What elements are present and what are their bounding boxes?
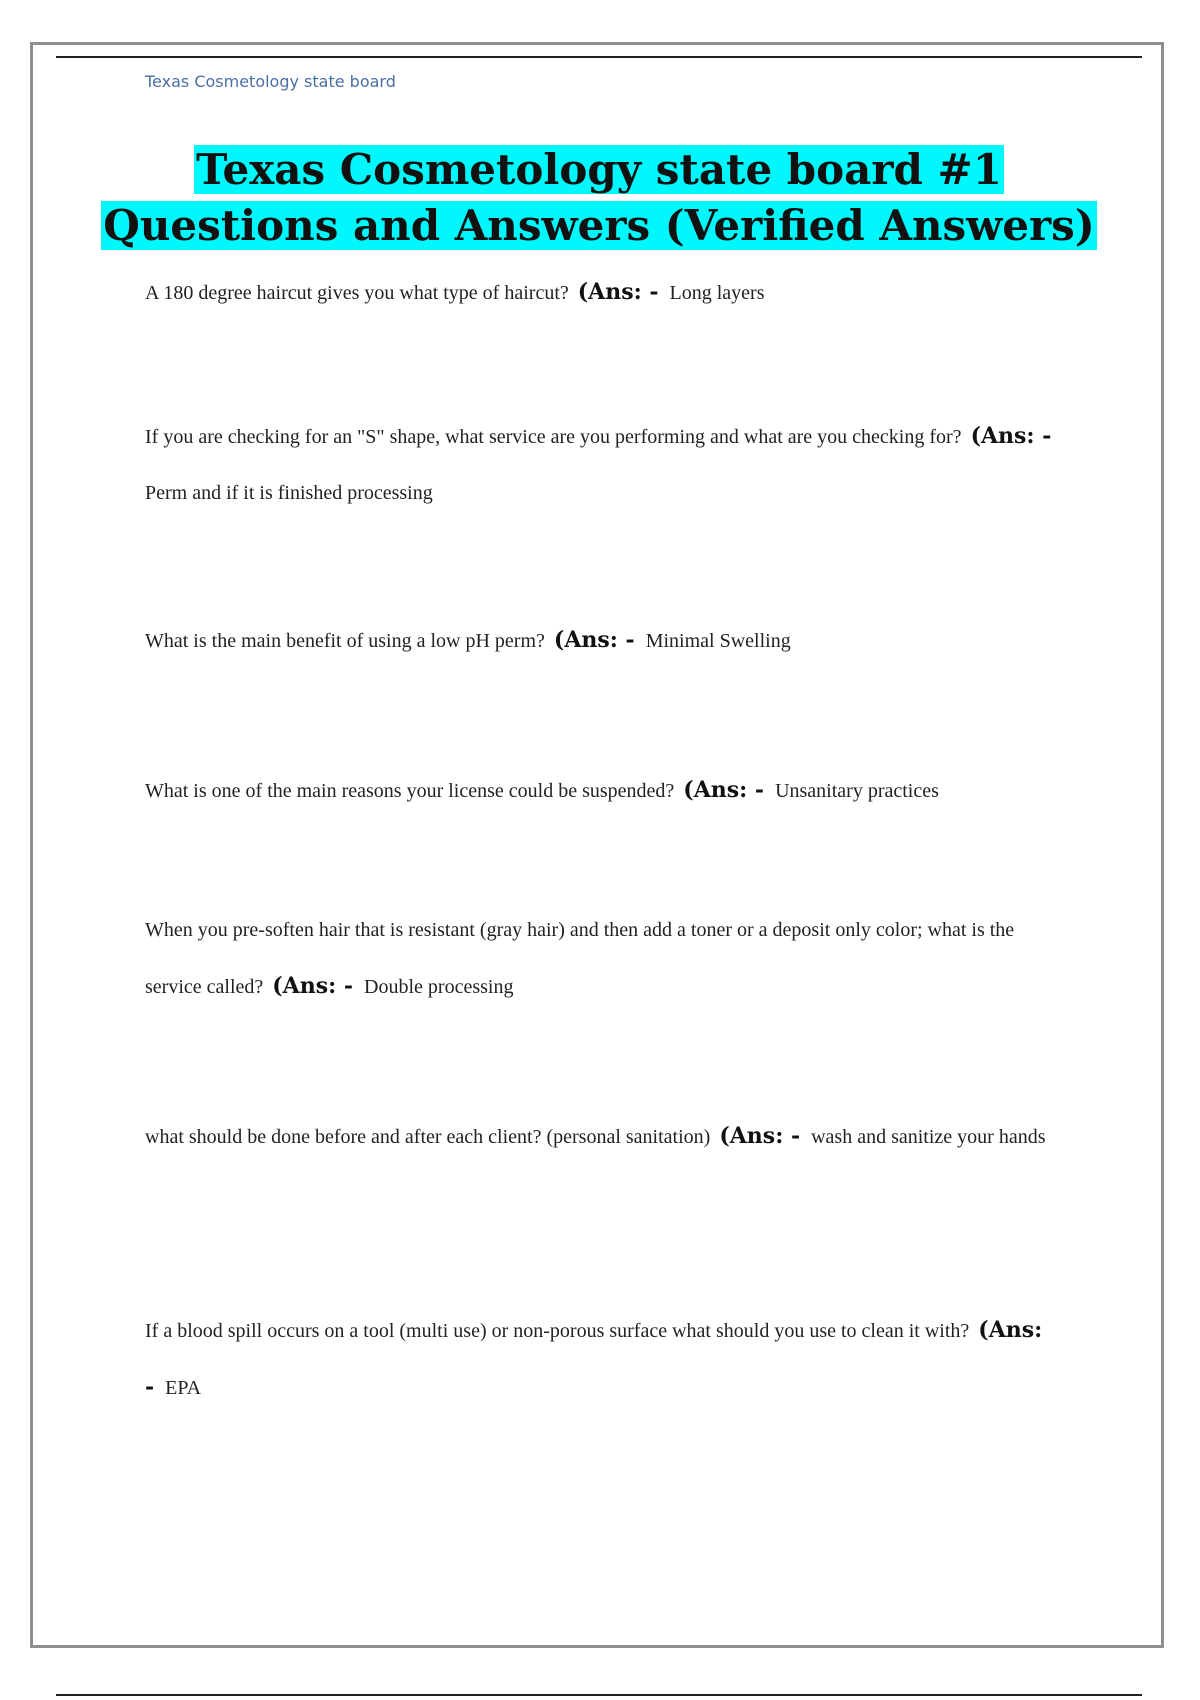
answer-text: wash and sanitize your hands (811, 1126, 1046, 1148)
qa-item (145, 408, 1065, 521)
answer-text: Long layers (669, 282, 765, 304)
qa-item (145, 264, 1065, 321)
footer-rule (56, 1694, 1142, 1696)
answer-text: EPA (165, 1377, 202, 1399)
answer-label: (Ans: - (719, 1123, 801, 1149)
title-line-1: Texas Cosmetology state board #1 (196, 145, 1002, 194)
running-header: Texas Cosmetology state board (145, 72, 396, 91)
answer-text: Perm and if it is finished processing (145, 482, 433, 504)
answer-label: (Ans: - (272, 973, 354, 999)
answer-label: (Ans: - (553, 627, 635, 653)
qa-item (145, 902, 1065, 1015)
qa-item (145, 1302, 1065, 1416)
question-text: When you pre-soften hair that is resistant (gray hair) and then add a toner or a deposit only color; what is the service called? (145, 919, 1015, 998)
qa-item (145, 1108, 1065, 1165)
qa-item (145, 762, 1065, 819)
answer-label: (Ans: - (145, 1317, 1043, 1400)
document-title (56, 142, 1142, 254)
question-text: What is one of the main reasons your license could be suspended? (145, 780, 675, 802)
qa-item (145, 612, 1065, 669)
answer-text: Double processing (364, 976, 514, 998)
question-text: If you are checking for an "S" shape, what service are you performing and what are you checking for? (145, 426, 962, 448)
title-line-2: Questions and Answers (Verified Answers) (103, 201, 1095, 250)
answer-label: (Ans: - (970, 423, 1052, 449)
question-text: A 180 degree haircut gives you what type of haircut? (145, 282, 569, 304)
header-rule (56, 56, 1142, 58)
answer-text: Unsanitary practices (775, 780, 939, 802)
question-text: what should be done before and after each client? (personal sanitation) (145, 1126, 711, 1148)
question-text: If a blood spill occurs on a tool (multi use) or non-porous surface what should you use to clean it with? (145, 1320, 970, 1342)
question-text: What is the main benefit of using a low pH perm? (145, 630, 545, 652)
answer-label: (Ans: - (683, 777, 765, 803)
answer-label: (Ans: - (577, 279, 659, 305)
answer-text: Minimal Swelling (645, 630, 791, 652)
